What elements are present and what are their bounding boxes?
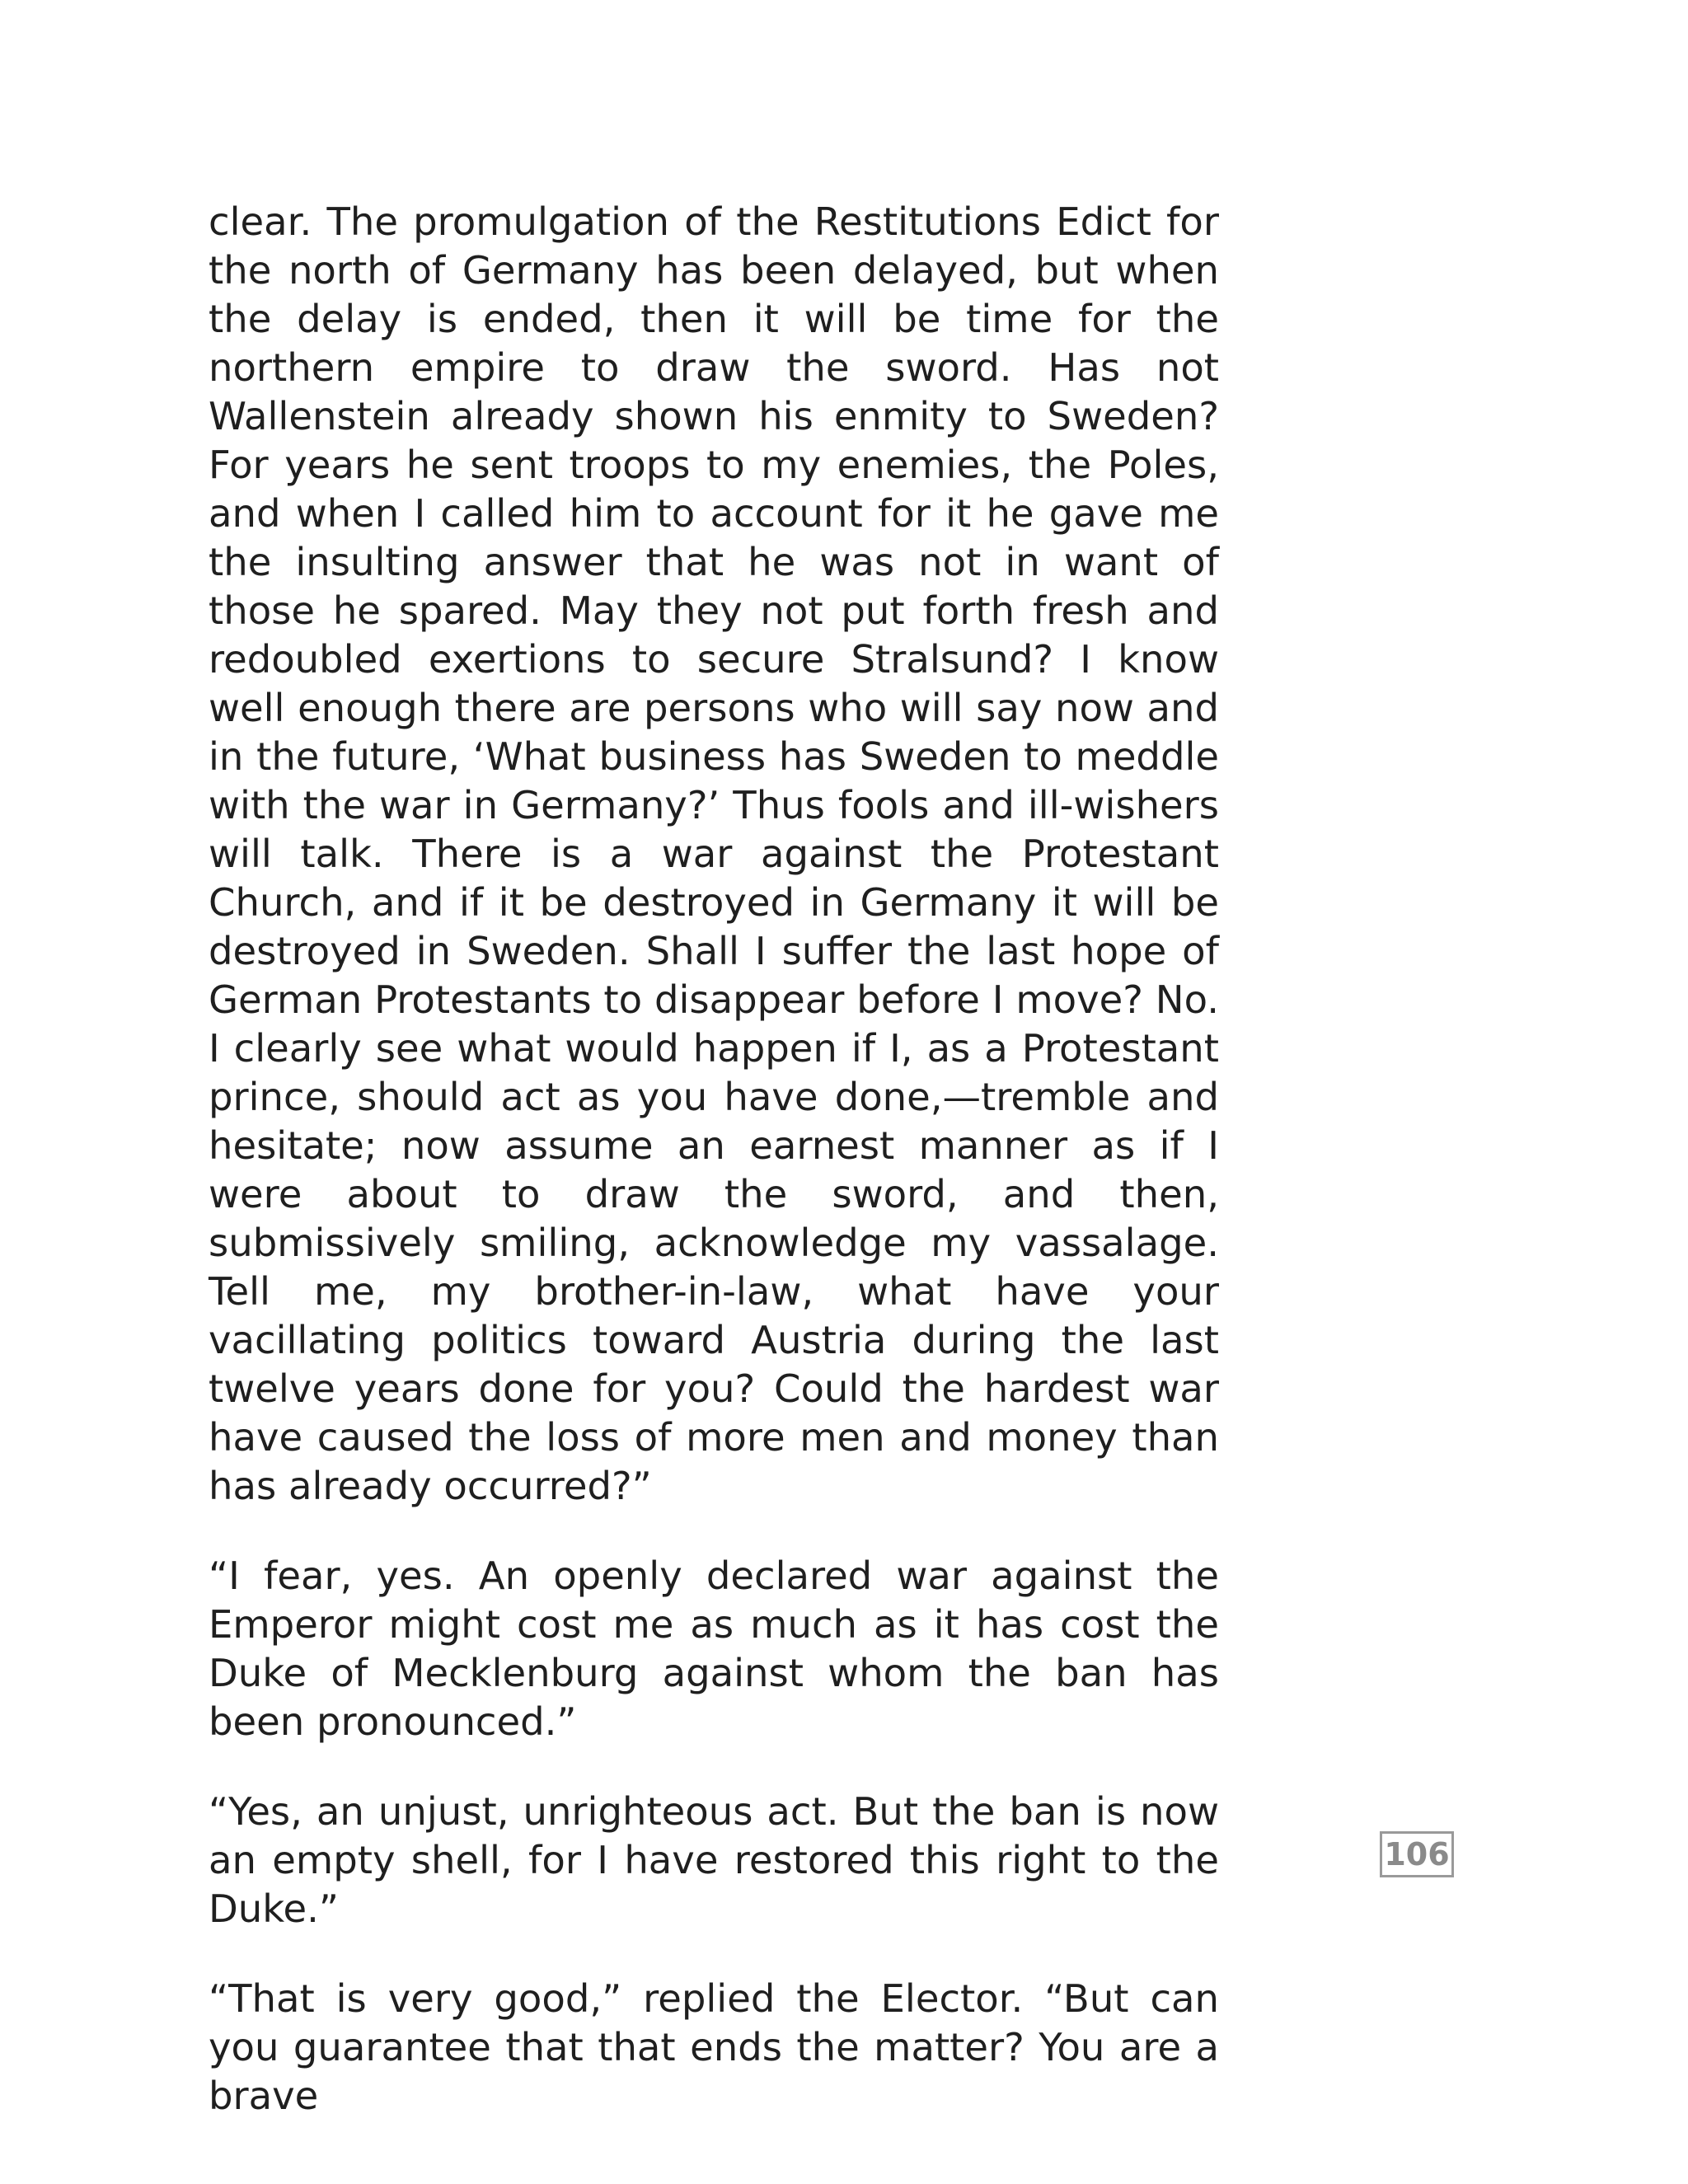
paragraph-3: “Yes, an unjust, unrighteous act. But the ban is now an empty shell, for I have restored this right to the Duke.” <box>209 1789 1219 1931</box>
paragraph-2: “I fear, yes. An openly declared war against the Emperor might cost me as much as it has cost the Duke of Mecklenburg against whom the ban has been pronounced.” <box>209 1554 1219 1744</box>
paragraph-1: clear. The promulgation of the Restitutions Edict for the north of Germany has been delayed, but when the delay is ended, then it will be time for the northern empire to draw the sword. Has not Wallenstein already shown his enmity to Sweden? For years he sent troops to my enemies, the Poles, and when I called him to account for it he gave me the insulting answer that he was not in want of those he spared. May they not put forth fresh and redoubled exertions to secure Stralsund? I know well enough there are persons who will say now and in the future, ‘What business has Sweden to meddle with the war in Germany?’ Thus fools and ill-wishers will talk. There is a war against the Protestant Church, and if it be destroyed in Germany it will be destroyed in Sweden. Shall I suffer the last hope of German Protestants to disappear before I move? No. I clearly see what would happen if I, as a Protestant prince, should act as you have done,—tremble and hesitate; now assume an earnest manner as if I were about to draw the sword, and then, submissively smiling, acknowledge my vassalage. Tell me, my brother-in-law, what have your vacillating politics toward Austria during the last twelve years done for you? Could the hardest war have caused the loss of more men and money than has already occurred?” <box>209 199 1219 1508</box>
body-text <box>209 198 1219 2121</box>
page-number-badge: 106 <box>1380 1831 1454 1877</box>
paragraph-4: “That is very good,” replied the Elector. “But can you guarantee that that ends the matter? You are a brave <box>209 1976 1219 2118</box>
